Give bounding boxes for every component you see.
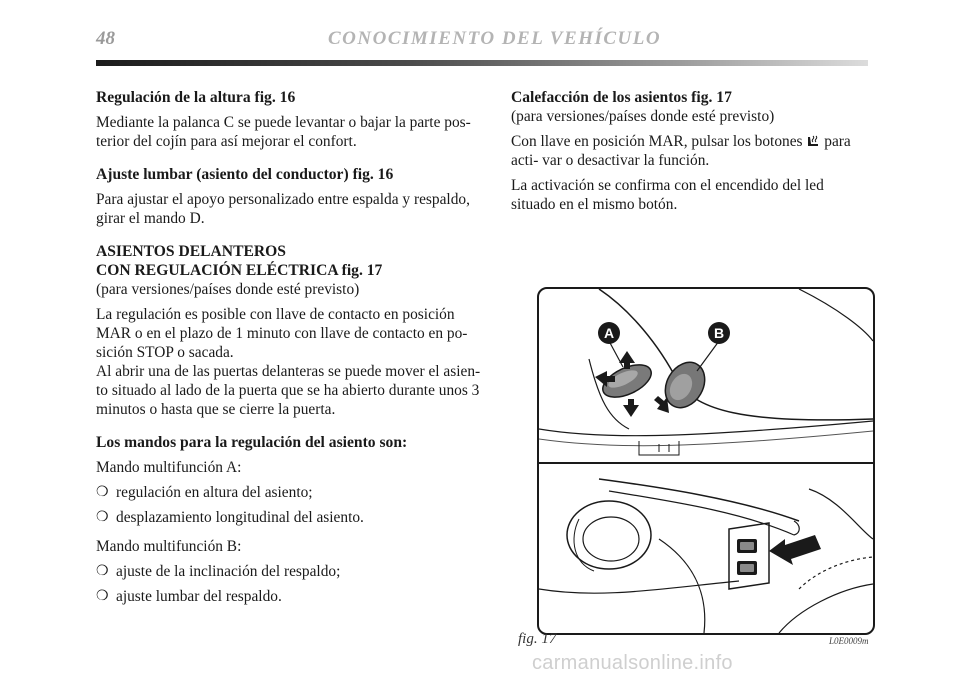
- control-a-item-1: regulación en altura del asiento;: [116, 484, 313, 501]
- seat-controls-illustration: [537, 287, 875, 635]
- page-number: 48: [96, 28, 115, 49]
- height-adjust-heading: Regulación de la altura fig. 16: [96, 89, 296, 106]
- electric-seats-text-1: La regulación es posible con llave de contacto en posición MAR o en el plazo de 1 minuto con llave de contacto en po- sición STOP o sacada.: [96, 306, 468, 361]
- figure-code: L0E0009m: [829, 636, 869, 646]
- list-item: [96, 508, 482, 527]
- seat-heating-text-1: Con llave en posición MAR, pulsar los botones para acti- var o desactivar la función.: [511, 133, 851, 169]
- list-item: [96, 587, 482, 606]
- bullet-icon: ❍: [96, 510, 109, 525]
- electric-seats-subtitle: (para versiones/países donde esté previsto): [96, 281, 360, 298]
- illustration-drawing: [539, 289, 873, 633]
- electric-seats-heading-line2: CON REGULACIÓN ELÉCTRICA fig. 17: [96, 262, 383, 279]
- seat-heating-subtitle: (para versiones/países donde esté previsto): [511, 108, 775, 125]
- lumbar-adjust-text: Para ajustar el apoyo personalizado entre espalda y respaldo, girar el mando D.: [96, 191, 470, 227]
- height-adjust-text: Mediante la palanca C se puede levantar o bajar la parte pos- terior del cojín para así mejorar el confort.: [96, 114, 471, 150]
- list-item: [96, 483, 482, 502]
- seat-heating-heading: Calefacción de los asientos fig. 17: [511, 89, 732, 106]
- bullet-icon: ❍: [96, 564, 109, 579]
- control-b-item-1: ajuste de la inclinación del respaldo;: [116, 563, 341, 580]
- control-a-label: Mando multifunción A:: [96, 459, 242, 476]
- label-a: A: [603, 325, 615, 341]
- left-column: [96, 88, 482, 606]
- right-column: [511, 88, 871, 214]
- running-title: CONOCIMIENTO DEL VEHÍCULO: [328, 28, 662, 49]
- bullet-icon: ❍: [96, 589, 109, 604]
- label-b: B: [713, 325, 725, 341]
- control-b-label: Mando multifunción B:: [96, 538, 242, 555]
- header-rule: [96, 60, 868, 66]
- electric-seats-heading-line1: ASIENTOS DELANTEROS: [96, 243, 286, 260]
- watermark: carmanualsonline.info: [532, 652, 733, 674]
- control-a-item-2: desplazamiento longitudinal del asiento.: [116, 509, 364, 526]
- bullet-icon: ❍: [96, 485, 109, 500]
- seat-heating-text-2: La activación se confirma con el encendido del led situado en el mismo botón.: [511, 177, 824, 213]
- list-item: [96, 562, 482, 581]
- control-b-item-2: ajuste lumbar del respaldo.: [116, 588, 282, 605]
- page-header: [96, 26, 868, 70]
- seat-heating-icon: [806, 134, 820, 148]
- electric-seats-text-2: Al abrir una de las puertas delanteras se puede mover el asien- to situado al lado de la puerta que se ha abierto durante unos 3 minutos o hasta que se cierre la puerta.: [96, 363, 481, 418]
- lumbar-adjust-heading: Ajuste lumbar (asiento del conductor) fig. 16: [96, 166, 394, 183]
- figure-caption: fig. 17: [518, 631, 557, 647]
- controls-heading: Los mandos para la regulación del asiento son:: [96, 434, 408, 451]
